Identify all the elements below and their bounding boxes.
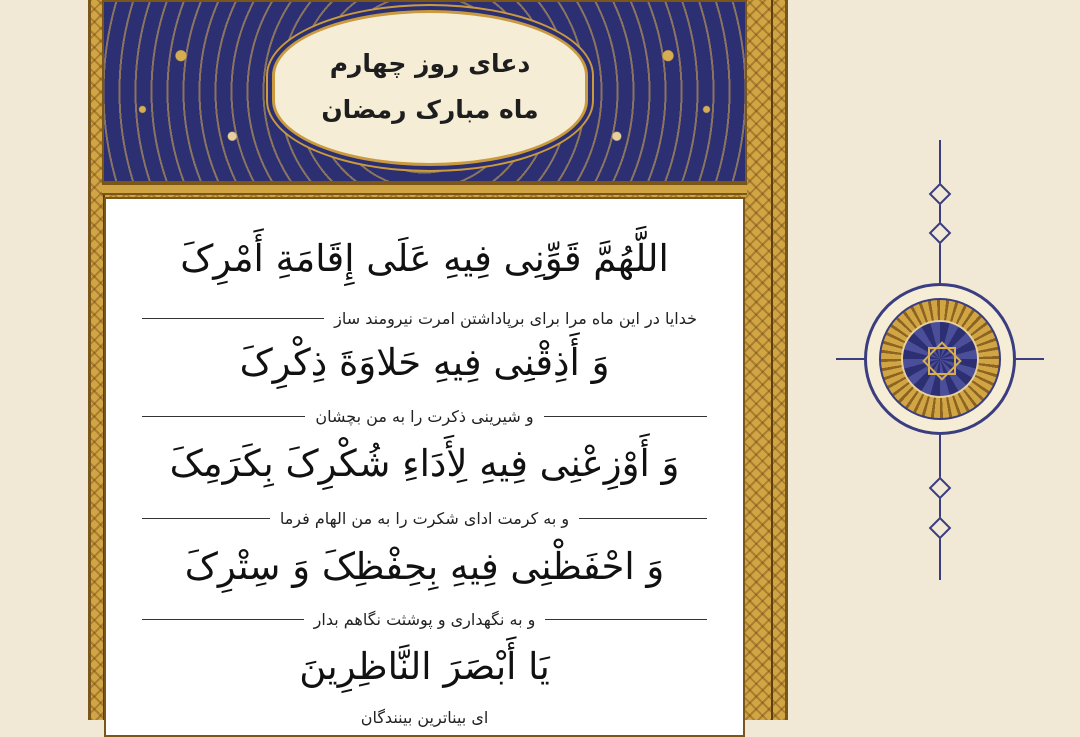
diamond-ornament [929,183,952,206]
medallion-core [901,320,979,398]
diamond-ornament [929,517,952,540]
rosette-medallion-icon [864,283,1016,435]
header-divider [102,183,747,195]
ornament-stem-top [939,140,941,283]
ornament-crossbar-left [836,358,866,360]
medallion-ring [879,298,1001,420]
translation-row-4 [142,607,707,631]
translation-row-1 [142,306,707,330]
title-line-1: دعای روز چهارم [329,49,531,78]
translation-row-5 [142,705,707,729]
divider-rule [142,318,324,319]
star-icon [928,347,956,375]
diamond-ornament [929,477,952,500]
persian-line-2: و شیرینی ذکرت را به من بچشان [315,406,534,426]
ornament-stem-bottom [939,435,941,580]
translation-row-3 [142,506,707,530]
diamond-ornament [929,222,952,245]
divider-rule [142,416,305,417]
arabic-line-1: اللَّهُمَّ قَوِّنِی فِیهِ عَلَی إِقَامَةِ أَمْرِکَ [180,237,669,280]
title-block [275,41,585,133]
illuminated-header [102,0,747,183]
divider-rule [544,416,707,417]
title-cartouche [272,10,588,166]
divider-rule [545,619,707,620]
persian-line-5: ای بیناترین بینندگان [360,707,489,727]
title-line-2: ماه مبارک رمضان [321,95,539,124]
divider-rule [142,619,304,620]
arabic-line-3: وَ أَوْزِعْنِی فِیهِ لِأَدَاءِ شُکْرِکَ بِکَرَمِکَ [169,442,680,485]
ornament-crossbar-right [1014,358,1044,360]
divider-rule [142,518,270,519]
prayer-text-panel [104,197,745,737]
divider-rule [579,518,707,519]
arabic-line-5: یَا أَبْصَرَ النَّاظِرِینَ [299,645,550,688]
persian-line-1: خدایا در این ماه مرا برای برپاداشتن امرت نیرومند ساز [334,308,697,328]
arabic-line-4: وَ احْفَظْنِی فِیهِ بِحِفْظِکَ وَ سِتْرِکَ [184,545,665,588]
arabic-line-2: وَ أَذِقْنِی فِیهِ حَلاوَةَ ذِکْرِکَ [239,341,610,384]
persian-line-3: و به کرمت ادای شکرت را به من الهام فرما [279,508,570,528]
persian-line-4: و به نگهداری و پوشثت نگاهم بدار [313,609,536,629]
translation-row-2 [142,404,707,428]
